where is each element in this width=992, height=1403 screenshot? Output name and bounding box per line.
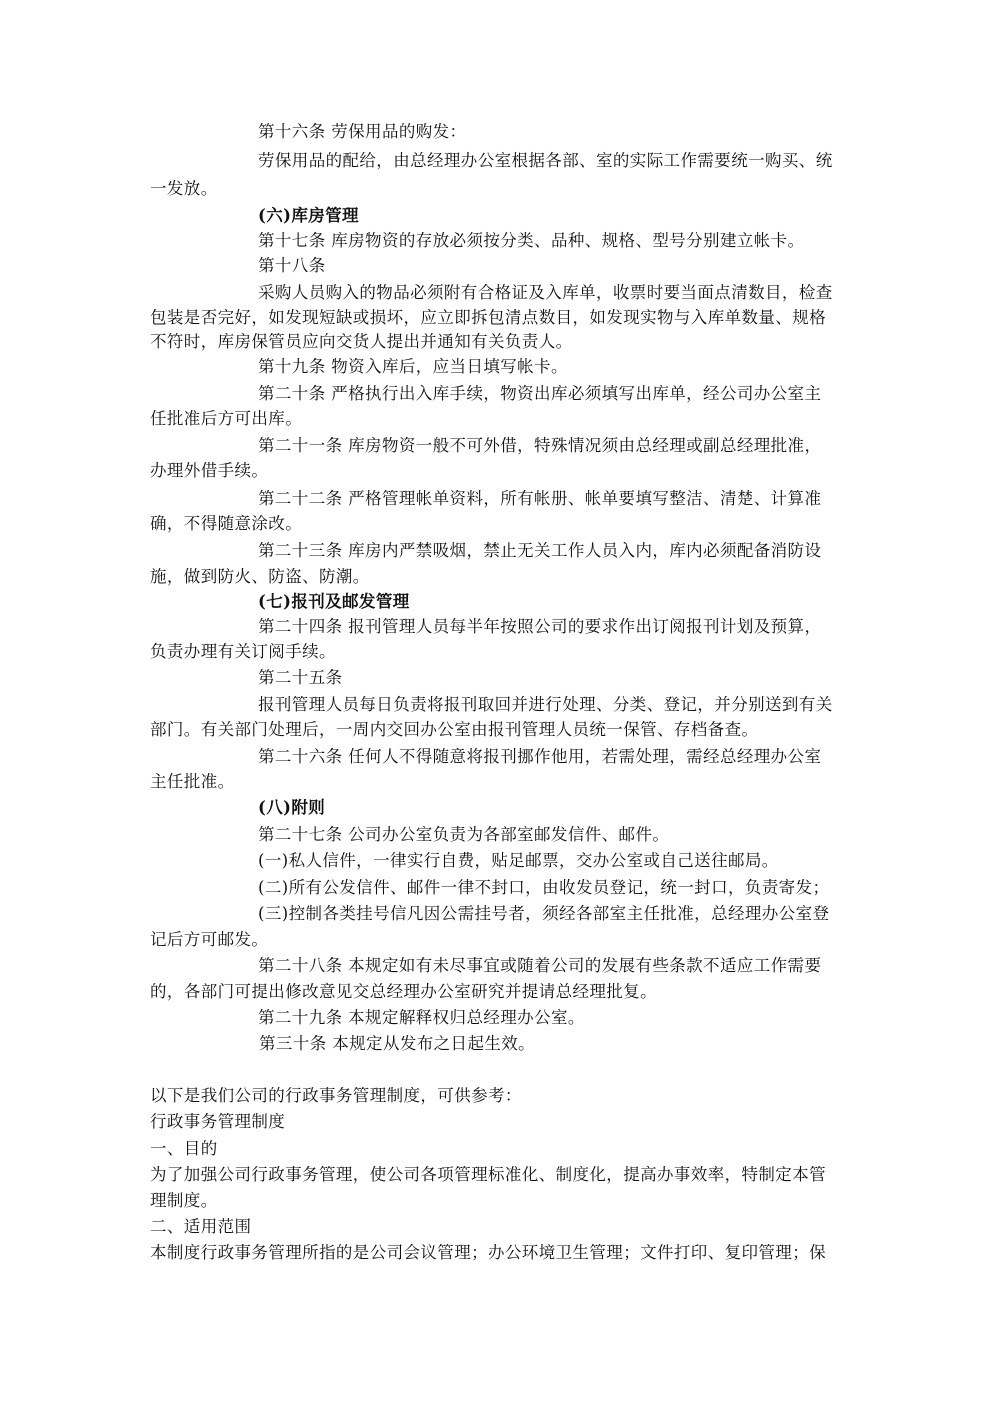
article-21: 第二十一条 库房物资一般不可外借，特殊情况须由总经理或副总经理批准， <box>258 436 822 455</box>
paragraph-line: 任批准后方可出库。 <box>150 409 303 428</box>
article-22: 第二十二条 严格管理帐单资料，所有帐册、帐单要填写整洁、清楚、计算准 <box>258 489 822 508</box>
paragraph-line: 施，做到防火、防盗、防潮。 <box>150 567 370 586</box>
article-27: 第二十七条 公司办公室负责为各部室邮发信件、邮件。 <box>258 825 670 844</box>
paragraph-line: 包装是否完好，如发现短缺或损坏，应立即拆包清点数目，如发现实物与入库单数量、规格 <box>150 308 826 327</box>
paragraph-line: 部门。有关部门处理后，一周内交回办公室由报刊管理人员统一保管、存档备查。 <box>150 720 759 739</box>
paragraph-line: 报刊管理人员每日负责将报刊取回并进行处理、分类、登记，并分别送到有关 <box>258 695 833 714</box>
article-20: 第二十条 严格执行出入库手续，物资出库必须填写出库单，经公司办公室主 <box>258 384 822 403</box>
article-19: 第十九条 物资入库后，应当日填写帐卡。 <box>258 357 568 376</box>
article-30: 第三十条 本规定从发布之日起生效。 <box>259 1034 536 1053</box>
article-25-heading: 第二十五条 <box>258 668 343 687</box>
section-heading-warehouse: (六)库房管理 <box>258 206 359 225</box>
paragraph-line: 采购人员购入的物品必须附有合格证及入库单，收票时要当面点清数目，检查 <box>258 283 833 302</box>
section-heading-purpose: 一、目的 <box>150 1139 218 1158</box>
section-heading-scope: 二、适用范围 <box>150 1217 252 1236</box>
paragraph-line: 理制度。 <box>150 1191 218 1210</box>
paragraph-line: 本制度行政事务管理所指的是公司会议管理；办公环境卫生管理；文件打印、复印管理；保 <box>150 1243 826 1262</box>
paragraph-line: 的，各部门可提出修改意见交总经理办公室研究并提请总经理批复。 <box>150 982 657 1001</box>
section-heading-supplementary: (八)附则 <box>258 798 326 817</box>
list-item: (二)所有公发信件、邮件一律不封口，由收发员登记，统一封口，负责寄发； <box>258 878 830 897</box>
document-title: 行政事务管理制度 <box>150 1112 286 1131</box>
paragraph-line: 一发放。 <box>150 179 218 198</box>
list-item: (一)私人信件，一律实行自费，贴足邮票，交办公室或自己送往邮局。 <box>258 851 779 870</box>
list-item: (三)控制各类挂号信凡因公需挂号者，须经各部室主任批准，总经理办公室登 <box>258 904 830 923</box>
article-23: 第二十三条 库房内严禁吸烟，禁止无关工作人员入内，库内必须配备消防设 <box>258 541 822 560</box>
article-18-heading: 第十八条 <box>258 256 326 275</box>
paragraph-line: 办理外借手续。 <box>150 461 269 480</box>
paragraph-line: 负责办理有关订阅手续。 <box>150 642 336 661</box>
paragraph-line: 记后方可邮发。 <box>150 930 269 949</box>
article-17: 第十七条 库房物资的存放必须按分类、品种、规格、型号分别建立帐卡。 <box>258 231 805 250</box>
article-28: 第二十八条 本规定如有未尽事宜或随着公司的发展有些条款不适应工作需要 <box>258 956 822 975</box>
article-26: 第二十六条 任何人不得随意将报刊挪作他用，若需处理，需经总经理办公室 <box>258 747 822 766</box>
paragraph-line: 确，不得随意涂改。 <box>150 514 303 533</box>
article-24: 第二十四条 报刊管理人员每半年按照公司的要求作出订阅报刊计划及预算， <box>258 617 822 636</box>
paragraph-line: 不符时，库房保管员应向交货人提出并通知有关负责人。 <box>150 332 573 351</box>
section-heading-newspapers-mail: (七)报刊及邮发管理 <box>258 592 410 611</box>
intro-line: 以下是我们公司的行政事务管理制度，可供参考： <box>150 1086 522 1105</box>
paragraph-line: 主任批准。 <box>150 772 235 791</box>
article-16-heading: 第十六条 劳保用品的购发： <box>258 122 467 141</box>
paragraph-line: 劳保用品的配给，由总经理办公室根据各部、室的实际工作需要统一购买、统 <box>258 151 833 170</box>
article-29: 第二十九条 本规定解释权归总经理办公室。 <box>258 1008 585 1027</box>
paragraph-line: 为了加强公司行政事务管理，使公司各项管理标准化、制度化，提高办事效率，特制定本管 <box>150 1165 826 1184</box>
